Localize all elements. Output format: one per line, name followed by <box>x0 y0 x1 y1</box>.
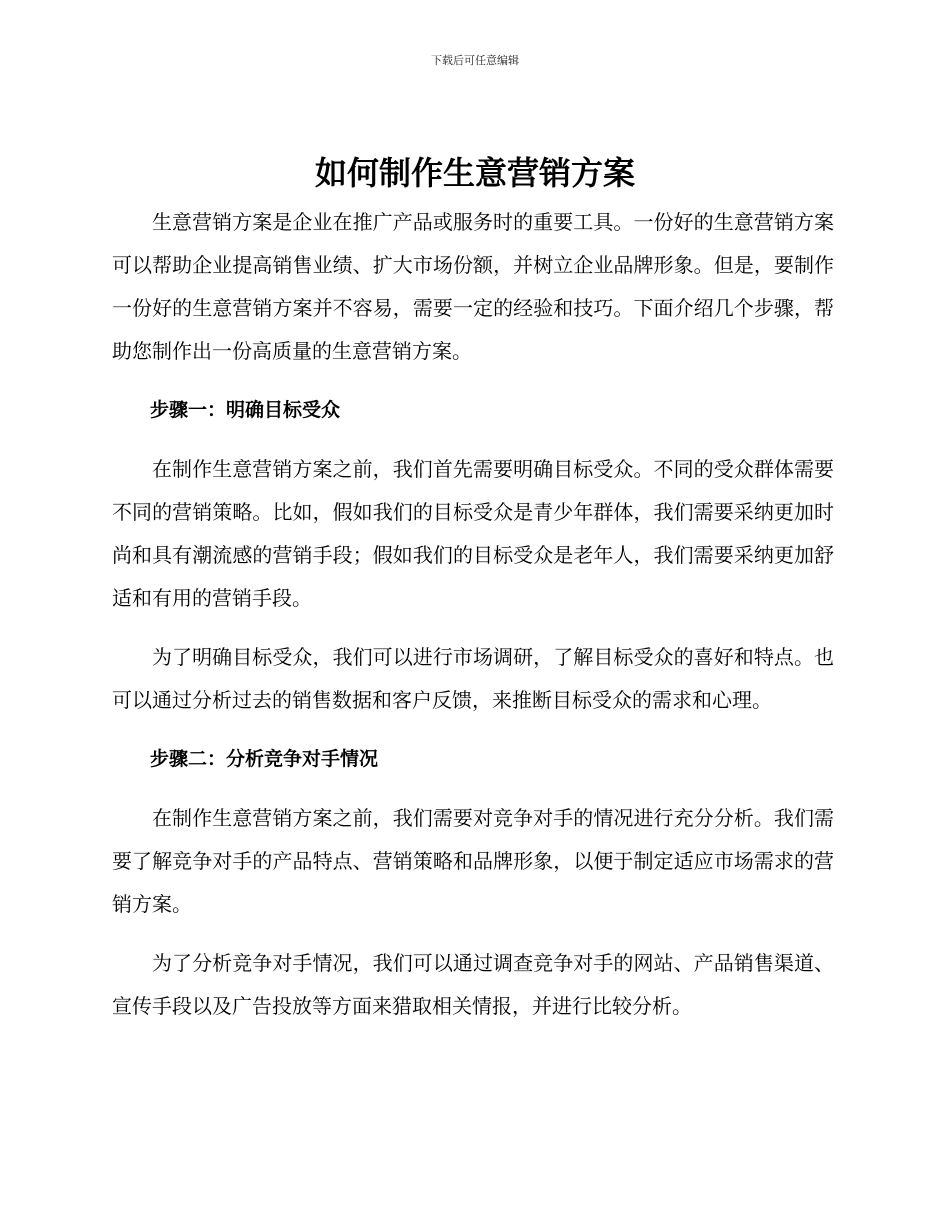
step2-heading: 步骤二：分析竞争对手情况 <box>150 748 379 770</box>
document-body <box>112 201 834 1044</box>
step1-heading: 步骤一：明确目标受众 <box>150 399 341 421</box>
step1-paragraph-1: 在制作生意营销方案之前，我们首先需要明确目标受众。不同的受众群体需要不同的营销策略。比如，假如我们的目标受众是青少年群体，我们需要采纳更加时尚和具有潮流感的营销手段；假如我们的目标受众是老年人，我们需要采纳更加舒适和有用的营销手段。 <box>112 457 834 610</box>
step2-paragraph-2: 为了分析竞争对手情况，我们可以通过调查竞争对手的网站、产品销售渠道、宣传手段以及广告投放等方面来猎取相关情报，并进行比较分析。 <box>112 951 834 1018</box>
page-header-note: 下载后可任意编辑 <box>431 54 519 67</box>
document-title: 如何制作生意营销方案 <box>314 154 635 192</box>
step2-paragraph-1: 在制作生意营销方案之前，我们需要对竞争对手的情况进行充分分析。我们需要了解竞争对手的产品特点、营销策略和品牌形象，以便于制定适应市场需求的营销方案。 <box>112 806 834 916</box>
intro-paragraph: 生意营销方案是企业在推广产品或服务时的重要工具。一份好的生意营销方案可以帮助企业提高销售业绩、扩大市场份额，并树立企业品牌形象。但是，要制作一份好的生意营销方案并不容易，需要一定的经验和技巧。下面介绍几个步骤，帮助您制作出一份高质量的生意营销方案。 <box>112 210 834 363</box>
step1-paragraph-2: 为了明确目标受众，我们可以进行市场调研，了解目标受众的喜好和特点。也可以通过分析过去的销售数据和客户反馈，来推断目标受众的需求和心理。 <box>112 645 834 712</box>
